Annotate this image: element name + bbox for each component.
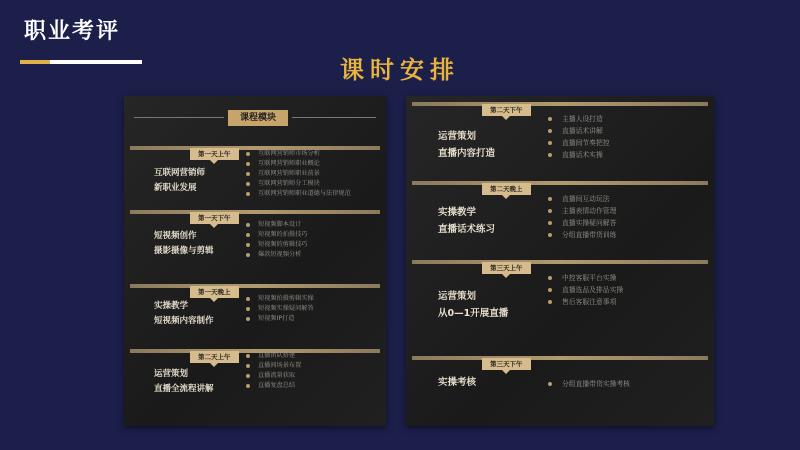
list-item bbox=[246, 189, 351, 199]
list-item-label: 直播选品及排品实操 bbox=[562, 286, 624, 294]
list-item-label: 直播话术讲解 bbox=[562, 127, 603, 135]
list-item bbox=[548, 193, 616, 205]
list-item bbox=[246, 304, 314, 314]
bullet-icon bbox=[246, 192, 250, 196]
block-divider bbox=[412, 102, 708, 106]
topic-list bbox=[246, 220, 308, 260]
list-item-label: 直播团队搭建 bbox=[258, 352, 296, 359]
session-tag: 第一天上午 bbox=[190, 148, 239, 160]
list-item-label: 主播人设打造 bbox=[562, 115, 603, 123]
list-item bbox=[246, 230, 308, 240]
list-item bbox=[246, 381, 301, 391]
bullet-icon bbox=[548, 141, 552, 145]
bullet-icon bbox=[548, 153, 552, 157]
block-divider bbox=[130, 210, 380, 214]
list-item bbox=[246, 361, 301, 371]
list-item bbox=[548, 125, 610, 137]
list-item-label: 爆款短视频分析 bbox=[258, 251, 302, 258]
list-item-label: 售后客服注意事项 bbox=[562, 298, 617, 306]
bullet-icon bbox=[246, 172, 250, 176]
list-item bbox=[548, 217, 616, 229]
list-item-label: 互联网营销师职业道德与法律规范 bbox=[258, 190, 351, 197]
bullet-icon bbox=[246, 243, 250, 247]
bullet-icon bbox=[246, 374, 250, 378]
topic-line: 运营策划 bbox=[438, 291, 477, 302]
list-item-label: 短视频的剪辑技巧 bbox=[258, 241, 308, 248]
list-item-label: 互联网营销师职业概论 bbox=[258, 160, 320, 167]
block-topic bbox=[438, 374, 476, 391]
course-module-panel bbox=[124, 96, 386, 426]
session-tag: 第三天下午 bbox=[482, 358, 531, 370]
topic-line: 从0—1开展直播 bbox=[438, 308, 509, 319]
topic-line: 运营策划 bbox=[438, 131, 477, 142]
list-item bbox=[246, 294, 314, 304]
bullet-icon bbox=[548, 117, 552, 121]
list-item bbox=[548, 149, 610, 161]
list-item bbox=[548, 272, 623, 284]
topic-line: 新职业发展 bbox=[154, 183, 197, 193]
topic-list bbox=[246, 351, 301, 391]
bullet-icon bbox=[246, 354, 250, 358]
bullet-icon bbox=[548, 288, 552, 292]
list-item-label: 互联网营销师市场分析 bbox=[258, 150, 320, 157]
bullet-icon bbox=[246, 253, 250, 257]
bullet-icon bbox=[548, 221, 552, 225]
session-tag: 第一天下午 bbox=[190, 212, 239, 224]
list-item bbox=[246, 159, 351, 169]
list-item-label: 互联网营销师分工模块 bbox=[258, 180, 320, 187]
topic-line: 直播话术练习 bbox=[438, 224, 496, 235]
block-topic bbox=[154, 166, 205, 196]
page-title: 课时安排 bbox=[340, 56, 460, 84]
block-topic bbox=[154, 367, 214, 397]
list-item-label: 短视频脚本设计 bbox=[258, 221, 302, 228]
list-item-label: 分组直播带货训练 bbox=[562, 231, 617, 239]
session-tag: 第二天下午 bbox=[482, 104, 531, 116]
block-topic bbox=[438, 288, 508, 322]
list-item bbox=[246, 371, 301, 381]
session-tag: 第三天上午 bbox=[482, 262, 531, 274]
bullet-icon bbox=[246, 384, 250, 388]
bullet-icon bbox=[548, 300, 552, 304]
topic-list bbox=[548, 193, 616, 241]
list-item-label: 互联网营销师职业前景 bbox=[258, 170, 320, 177]
list-item-label: 短视频IP打造 bbox=[258, 315, 295, 322]
block-topic bbox=[154, 299, 214, 329]
topic-line: 短视频内容制作 bbox=[154, 316, 214, 326]
bullet-icon bbox=[246, 307, 250, 311]
bullet-icon bbox=[548, 209, 552, 213]
topic-line: 直播内容打造 bbox=[438, 148, 496, 159]
list-item-label: 短视频拍摄剪辑实操 bbox=[258, 295, 314, 302]
bullet-icon bbox=[246, 223, 250, 227]
block-divider bbox=[412, 356, 708, 360]
bullet-icon bbox=[246, 162, 250, 166]
list-item bbox=[246, 314, 314, 324]
topic-line: 互联网营销师 bbox=[154, 168, 206, 178]
topic-line: 运营策划 bbox=[154, 369, 189, 379]
topic-line: 摄影摄像与剪辑 bbox=[154, 246, 214, 256]
bullet-icon bbox=[548, 197, 552, 201]
block-topic bbox=[154, 229, 214, 259]
list-item bbox=[548, 378, 630, 390]
topic-line: 直播全流程讲解 bbox=[154, 384, 214, 394]
session-tag: 第二天上午 bbox=[190, 351, 239, 363]
block-divider bbox=[412, 181, 708, 185]
block-topic bbox=[438, 128, 495, 162]
bullet-icon bbox=[548, 233, 552, 237]
list-item bbox=[548, 284, 623, 296]
bullet-icon bbox=[548, 129, 552, 133]
header-title: 职业考评 bbox=[24, 19, 121, 44]
topic-list bbox=[246, 149, 351, 199]
list-item bbox=[246, 240, 308, 250]
list-item-label: 直播间场景布置 bbox=[258, 362, 302, 369]
list-item-label: 中控客服平台实操 bbox=[562, 274, 617, 282]
bullet-icon bbox=[548, 276, 552, 280]
session-tag: 第二天晚上 bbox=[482, 183, 531, 195]
bullet-icon bbox=[548, 382, 552, 386]
list-item bbox=[246, 169, 351, 179]
list-item bbox=[246, 179, 351, 189]
block-divider bbox=[412, 260, 708, 264]
list-item bbox=[548, 113, 610, 125]
bullet-icon bbox=[246, 233, 250, 237]
course-schedule-panel bbox=[406, 96, 714, 426]
list-item-label: 直播实操疑问解答 bbox=[562, 219, 617, 227]
list-item-label: 直播流量获取 bbox=[258, 372, 296, 379]
list-item bbox=[246, 149, 351, 159]
topic-line: 实操教学 bbox=[154, 301, 189, 311]
bullet-icon bbox=[246, 317, 250, 321]
list-item bbox=[548, 229, 616, 241]
list-item-label: 直播话术实操 bbox=[562, 151, 603, 159]
list-item bbox=[548, 296, 623, 308]
list-item-label: 短视频实操疑问解答 bbox=[258, 305, 314, 312]
list-item bbox=[246, 351, 301, 361]
bullet-icon bbox=[246, 364, 250, 368]
module-header-line-left bbox=[134, 117, 224, 118]
list-item bbox=[246, 250, 308, 260]
module-title: 课程模块 bbox=[228, 110, 288, 126]
list-item-label: 主播表情动作管理 bbox=[562, 207, 617, 215]
module-header-line-right bbox=[292, 117, 376, 118]
module-header bbox=[124, 110, 386, 126]
block-divider bbox=[130, 284, 380, 288]
list-item-label: 直播间节奏把控 bbox=[562, 139, 610, 147]
list-item-label: 直播间互动玩法 bbox=[562, 195, 610, 203]
list-item-label: 短视频的拍摄技巧 bbox=[258, 231, 308, 238]
bullet-icon bbox=[246, 152, 250, 156]
topic-line: 短视频创作 bbox=[154, 231, 197, 241]
topic-line: 实操考核 bbox=[438, 377, 477, 388]
block-topic bbox=[438, 204, 495, 238]
list-item bbox=[548, 205, 616, 217]
list-item-label: 直播复盘总结 bbox=[258, 382, 296, 389]
list-item bbox=[246, 220, 308, 230]
topic-list bbox=[548, 378, 630, 390]
topic-list bbox=[548, 272, 623, 308]
list-item bbox=[548, 137, 610, 149]
list-item-label: 分组直播带货实操考核 bbox=[562, 380, 630, 388]
session-tag: 第一天晚上 bbox=[190, 286, 239, 298]
topic-list bbox=[548, 113, 610, 161]
bullet-icon bbox=[246, 182, 250, 186]
topic-line: 实操教学 bbox=[438, 207, 477, 218]
topic-list bbox=[246, 294, 314, 324]
bullet-icon bbox=[246, 297, 250, 301]
